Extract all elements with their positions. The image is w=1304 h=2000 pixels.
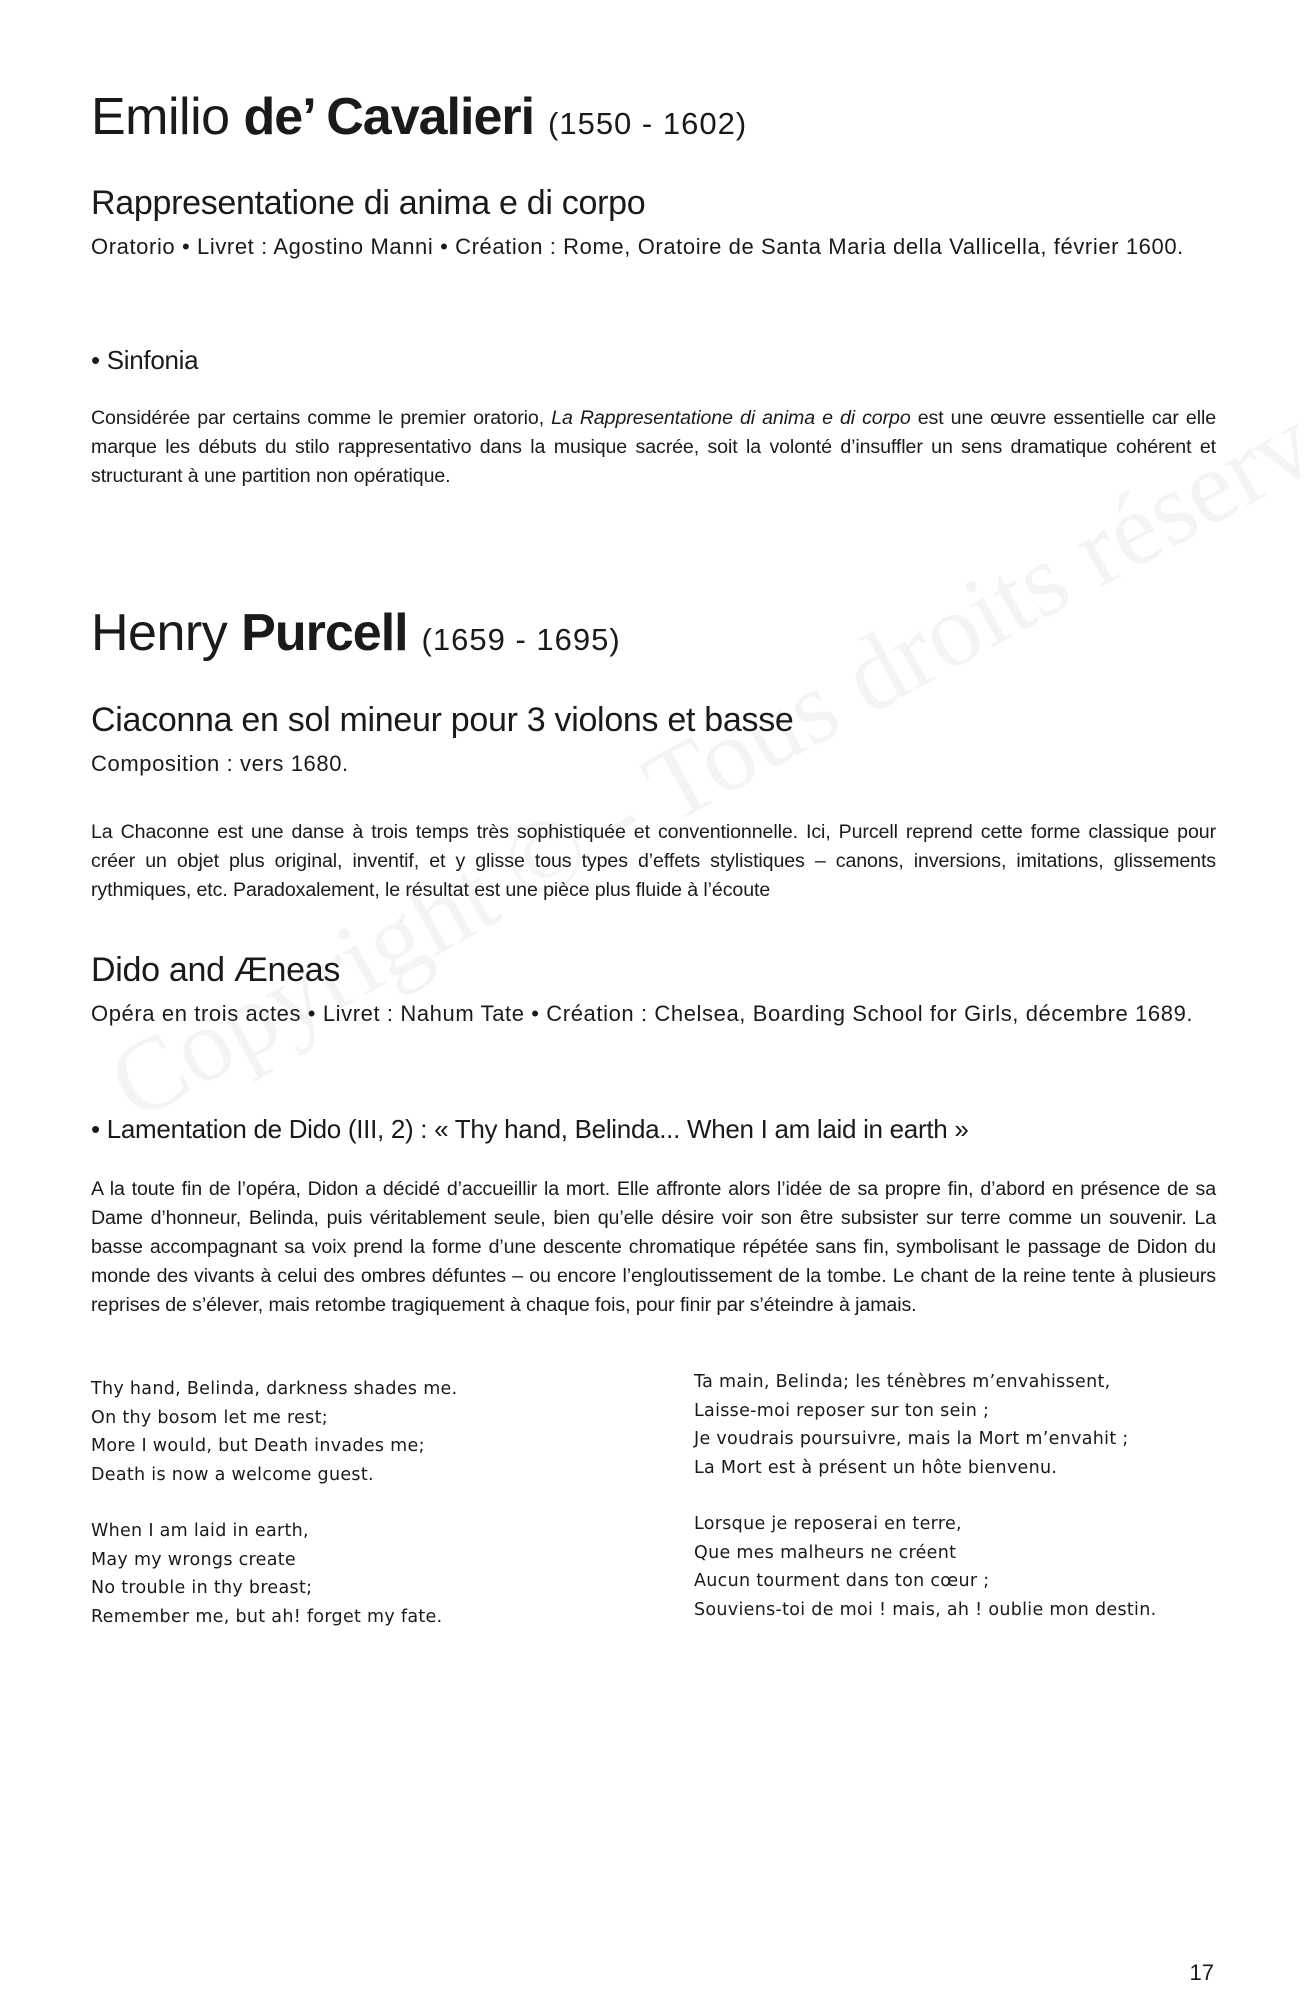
composer-dates: (1659 - 1695) — [421, 622, 621, 657]
lyric-line: Death is now a welcome guest. — [91, 1464, 374, 1485]
work-meta-ciaconna: Composition : vers 1680. — [91, 750, 349, 776]
stanza — [694, 1510, 1156, 1624]
cavalieri-section — [91, 88, 1216, 148]
work-meta-dido: Opéra en trois actes • Livret : Nahum Tate • Création : Chelsea, Boarding School for Girls, décembre 1689. — [91, 1000, 1194, 1026]
lyric-line: More I would, but Death invades me; — [91, 1436, 425, 1456]
lyric-line: La Mort est à présent un hôte bienvenu. — [694, 1457, 1058, 1478]
work-title-ciaconna: Ciaconna en sol mineur pour 3 violons et basse — [91, 701, 794, 739]
dido-block — [91, 950, 1216, 1031]
paragraph-text: est une œuvre essentielle car elle marque les débuts du stilo rappresentativo dans la musique sacrée, soit la volonté d’insuffler un sens dramatique cohérent et structurant à une partition non opératique. — [91, 407, 1216, 487]
lyric-line: Je voudrais poursuivre, mais la Mort m’envahit ; — [694, 1429, 1129, 1449]
purcell-section — [91, 604, 1216, 664]
lyric-line: Souviens-toi de moi ! mais, ah ! oublie mon destin. — [694, 1599, 1157, 1620]
lyric-line: Remember me, but ah! forget my fate. — [91, 1606, 443, 1627]
lyrics-french — [694, 1368, 1156, 1652]
composer-heading-cavalieri — [91, 88, 1216, 148]
ciaconna-block — [91, 700, 1216, 781]
page-number: 17 — [1189, 1960, 1214, 1985]
composer-first-name: Emilio — [91, 88, 230, 146]
lyric-line: May my wrongs create — [91, 1549, 296, 1570]
composer-heading-purcell — [91, 604, 1216, 664]
paragraph-lamentation: A la toute fin de l’opéra, Didon a décidé d’accueillir la mort. Elle affronte alors l’idée de sa propre fin, d’abord en présence de sa Dame d’honneur, Belinda, puis véritablement seule, bien qu’elle désire voir son être subsister sur terre comme un souvenir. La basse accompagnant sa voix prend la forme d’une descente chromatique répétée sans fin, symbolisant le passage de Didon du monde des vivants à celui des ombres défuntes – ou encore l’engloutissement de la tombe. Le chant de la reine tente à plusieurs reprises de s’élever, mais retombe tragiquement à chaque fois, pour finir par s’éteindre à jamais. — [91, 1178, 1216, 1316]
italic-work-title: La Rappresentatione di anima e di corpo — [551, 407, 911, 429]
lyric-line: Lorsque je reposerai en terre, — [694, 1514, 962, 1534]
lyrics-english — [91, 1375, 457, 1659]
stanza — [694, 1368, 1156, 1482]
stanza — [91, 1517, 457, 1631]
composer-last-name: Purcell — [241, 604, 408, 662]
lyric-line: Aucun tourment dans ton cœur ; — [694, 1571, 990, 1591]
lamentation-block — [91, 1114, 1216, 1145]
work-title-rappresentatione: Rappresentatione di anima e di corpo — [91, 184, 646, 222]
piece-title-lamentation: • Lamentation de Dido (III, 2) : « Thy hand, Belinda... When I am laid in earth » — [91, 1114, 969, 1144]
lyric-line: No trouble in thy breast; — [91, 1578, 313, 1598]
composer-first-name: Henry — [91, 604, 228, 662]
sinfonia-description — [91, 404, 1216, 491]
lamentation-description — [91, 1175, 1216, 1320]
rappresentatione-block — [91, 183, 1216, 264]
paragraph-sinfonia — [91, 404, 1216, 491]
ciaconna-description — [91, 818, 1216, 905]
work-title-dido: Dido and Æneas — [91, 951, 341, 989]
composer-last-name: de’ Cavalieri — [243, 88, 535, 146]
lyric-line: Ta main, Belinda; les ténèbres m’envahissent, — [694, 1372, 1111, 1392]
lyric-line: Que mes malheurs ne créent — [694, 1542, 957, 1563]
composer-dates: (1550 - 1602) — [548, 106, 748, 141]
lyric-line: When I am laid in earth, — [91, 1521, 309, 1541]
lyric-line: Thy hand, Belinda, darkness shades me. — [91, 1379, 458, 1399]
lyric-line: Laisse-moi reposer sur ton sein ; — [694, 1400, 990, 1421]
piece-title-sinfonia: • Sinfonia — [91, 345, 199, 375]
sinfonia-block — [91, 345, 1216, 376]
paragraph-text: Considérée par certains comme le premier oratorio, — [91, 407, 552, 429]
paragraph-ciaconna: La Chaconne est une danse à trois temps très sophistiquée et conventionnelle. Ici, Purcell reprend cette forme classique pour créer un objet plus original, inventif, et y glisse tous types d’effets stylistiques – canons, inversions, imitations, glissements rythmiques, etc. Paradoxalement, le résultat est une pièce plus fluide à l’écoute — [91, 821, 1216, 901]
lyric-line: On thy bosom let me rest; — [91, 1407, 328, 1428]
work-meta-rappresentatione: Oratorio • Livret : Agostino Manni • Création : Rome, Oratoire de Santa Maria della Vallicella, février 1600. — [91, 233, 1184, 259]
stanza — [91, 1375, 457, 1489]
